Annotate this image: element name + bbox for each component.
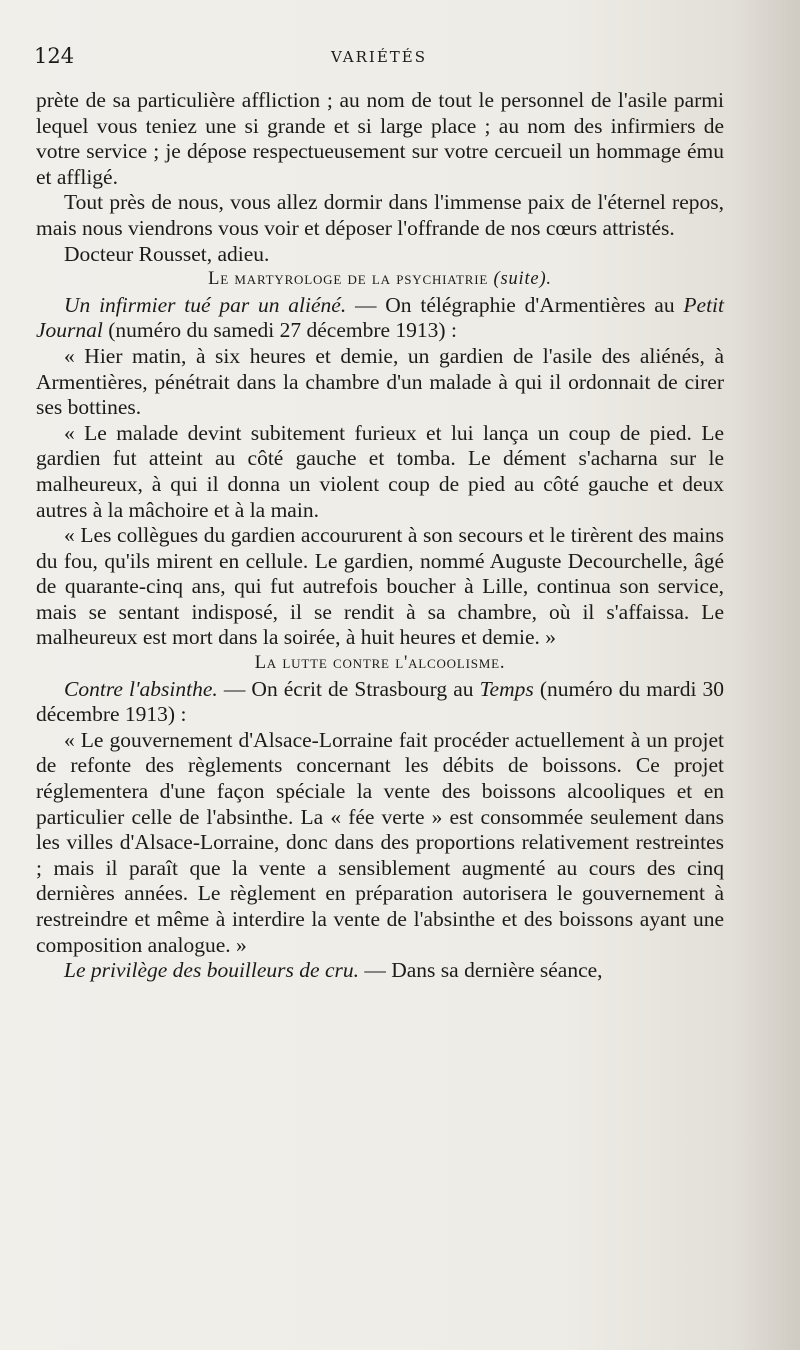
article-title: Contre l'absinthe. bbox=[64, 676, 218, 701]
section-heading-text: Le martyrologe de la psychiatrie bbox=[208, 269, 489, 290]
section-heading-text: La lutte contre l'alcoolisme. bbox=[254, 653, 506, 674]
quoted-paragraph: « Hier matin, à six heures et demie, un gardien de l'asile des aliénés, à Armentières, pénétrait dans la chambre d'un malade à qui il ordonnait de cirer ses bottines. bbox=[36, 343, 724, 420]
paragraph: Tout près de nous, vous allez dormir dans l'immense paix de l'éternel repos, mais nous viendrons vous voir et déposer l'offrande de nos cœurs attristés. bbox=[36, 190, 724, 240]
article-lead-text: (numéro du mardi 30 décembre 1913) : bbox=[36, 676, 724, 727]
article-lead bbox=[36, 958, 724, 984]
running-title: VARIÉTÉS bbox=[330, 48, 428, 66]
article-lead-text: — Dans sa dernière séance, bbox=[358, 958, 603, 983]
article-lead bbox=[36, 677, 724, 728]
article-lead-text: — On télégraphie d'Armentières au bbox=[346, 292, 684, 317]
page-body bbox=[36, 88, 724, 984]
section-heading-suite: (suite). bbox=[493, 269, 552, 290]
newspaper-name: Temps bbox=[479, 676, 534, 701]
quoted-paragraph: « Le malade devint subitement furieux et lui lança un coup de pied. Le gardien fut atteint au côté gauche et tomba. Le dément s'acharna sur le malheureux, à qui il donna un violent coup de pied au côté gauche et deux autres à la mâchoire et à la main. bbox=[36, 420, 724, 522]
page-header bbox=[34, 44, 724, 74]
section-heading-alcoolisme bbox=[36, 651, 724, 677]
article-title: Le privilège des bouilleurs de cru. bbox=[64, 958, 359, 983]
newspaper-name: Petit Journal bbox=[36, 292, 724, 343]
continued-paragraph: prète de sa particulière affliction ; au nom de tout le personnel de l'asile parmi lequel vous teniez une si grande et si large place ; au nom des infirmiers de votre service ; je dépose respectueusement sur votre cercueil un hommage ému et affligé. bbox=[36, 88, 724, 189]
farewell-line: Docteur Rousset, adieu. bbox=[64, 241, 270, 266]
article-lead bbox=[36, 293, 724, 344]
quoted-paragraph: « Le gouvernement d'Alsace-Lorraine fait procéder actuellement à un projet de refonte des règlements concernant les débits de boissons. Ce projet réglementera d'une façon spéciale la vente des boissons alcooliques et en particulier celle de l'absinthe. La « fée verte » est consommée seulement dans les villes d'Alsace-Lorraine, donc dans des proportions relativement restreintes ; mais il paraît que la vente a sensiblement augmenté au cours des cinq dernières années. Le règlement en préparation autorisera le gouvernement à restreindre et même à interdire la vente de l'absinthe et des boissons ayant une composition analogue. » bbox=[36, 727, 724, 957]
page-number: 124 bbox=[34, 44, 75, 68]
article-lead-text: — On écrit de Strasbourg au bbox=[217, 676, 480, 701]
section-heading-psychiatrie bbox=[36, 267, 724, 293]
article-title: Un infirmier tué par un aliéné. bbox=[64, 292, 347, 317]
article-lead-text: (numéro du samedi 27 décembre 1913) : bbox=[102, 318, 457, 343]
quoted-paragraph: « Les collègues du gardien accoururent à son secours et le tirèrent des mains du fou, qu'ils mirent en cellule. Le gardien, nommé Auguste Decourchelle, âgé de quarante-cinq ans, qui fut autrefois boucher à Lille, continua son service, mais se sentant indisposé, il se rendit à sa chambre, où il s'affaissa. Le malheureux est mort dans la soirée, à huit heures et demie. » bbox=[36, 523, 724, 650]
